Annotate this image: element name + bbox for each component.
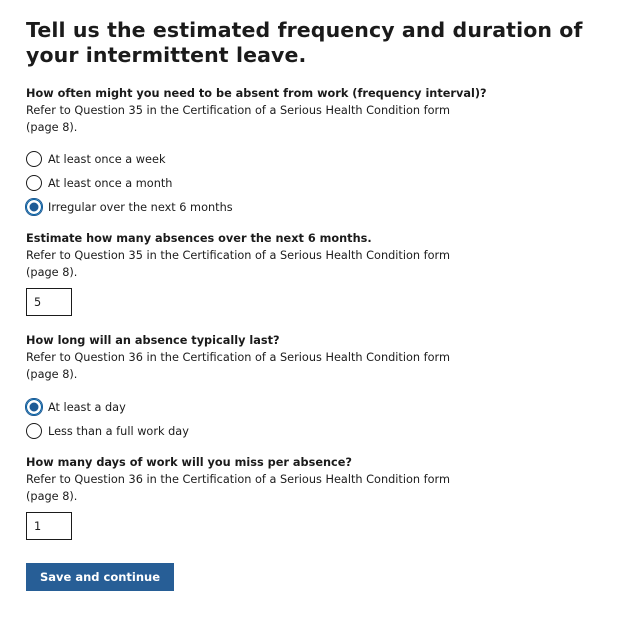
absences-hint: Refer to Question 35 in the Certification of a Serious Health Condition form (page 8). [26, 249, 450, 279]
frequency-options [26, 147, 594, 219]
option-label: At least a day [48, 400, 126, 414]
duration-question [26, 332, 594, 443]
duration-label: How long will an absence typically last? [26, 334, 280, 347]
radio-button[interactable] [26, 151, 42, 167]
radio-button[interactable] [26, 423, 42, 439]
frequency-hint: Refer to Question 35 in the Certification of a Serious Health Condition form (page 8). [26, 104, 450, 134]
frequency-label: How often might you need to be absent from work (frequency interval)? [26, 87, 487, 100]
frequency-option-weekly[interactable] [26, 147, 594, 171]
radio-button[interactable] [26, 175, 42, 191]
absences-input[interactable] [26, 288, 72, 316]
duration-options [26, 395, 594, 443]
option-label: Irregular over the next 6 months [48, 200, 233, 214]
option-label: At least once a month [48, 176, 173, 190]
radio-button-selected[interactable] [26, 399, 42, 415]
duration-option-day[interactable] [26, 395, 594, 419]
absences-label: Estimate how many absences over the next 6 months. [26, 232, 372, 245]
absences-question [26, 230, 594, 316]
frequency-question [26, 85, 594, 219]
option-label: Less than a full work day [48, 424, 189, 438]
save-and-continue-button[interactable]: Save and continue [26, 563, 174, 591]
form-actions [26, 563, 594, 591]
radio-button-selected[interactable] [26, 199, 42, 215]
page-title: Tell us the estimated frequency and duration of your intermittent leave. [26, 18, 583, 67]
days-hint: Refer to Question 36 in the Certification of a Serious Health Condition form (page 8). [26, 473, 450, 503]
frequency-option-monthly[interactable] [26, 171, 594, 195]
duration-option-partial[interactable] [26, 419, 594, 443]
frequency-option-irregular[interactable] [26, 195, 594, 219]
option-label: At least once a week [48, 152, 166, 166]
duration-hint: Refer to Question 36 in the Certification of a Serious Health Condition form (page 8). [26, 351, 450, 381]
days-label: How many days of work will you miss per absence? [26, 456, 352, 469]
days-question [26, 454, 594, 540]
days-input[interactable] [26, 512, 72, 540]
